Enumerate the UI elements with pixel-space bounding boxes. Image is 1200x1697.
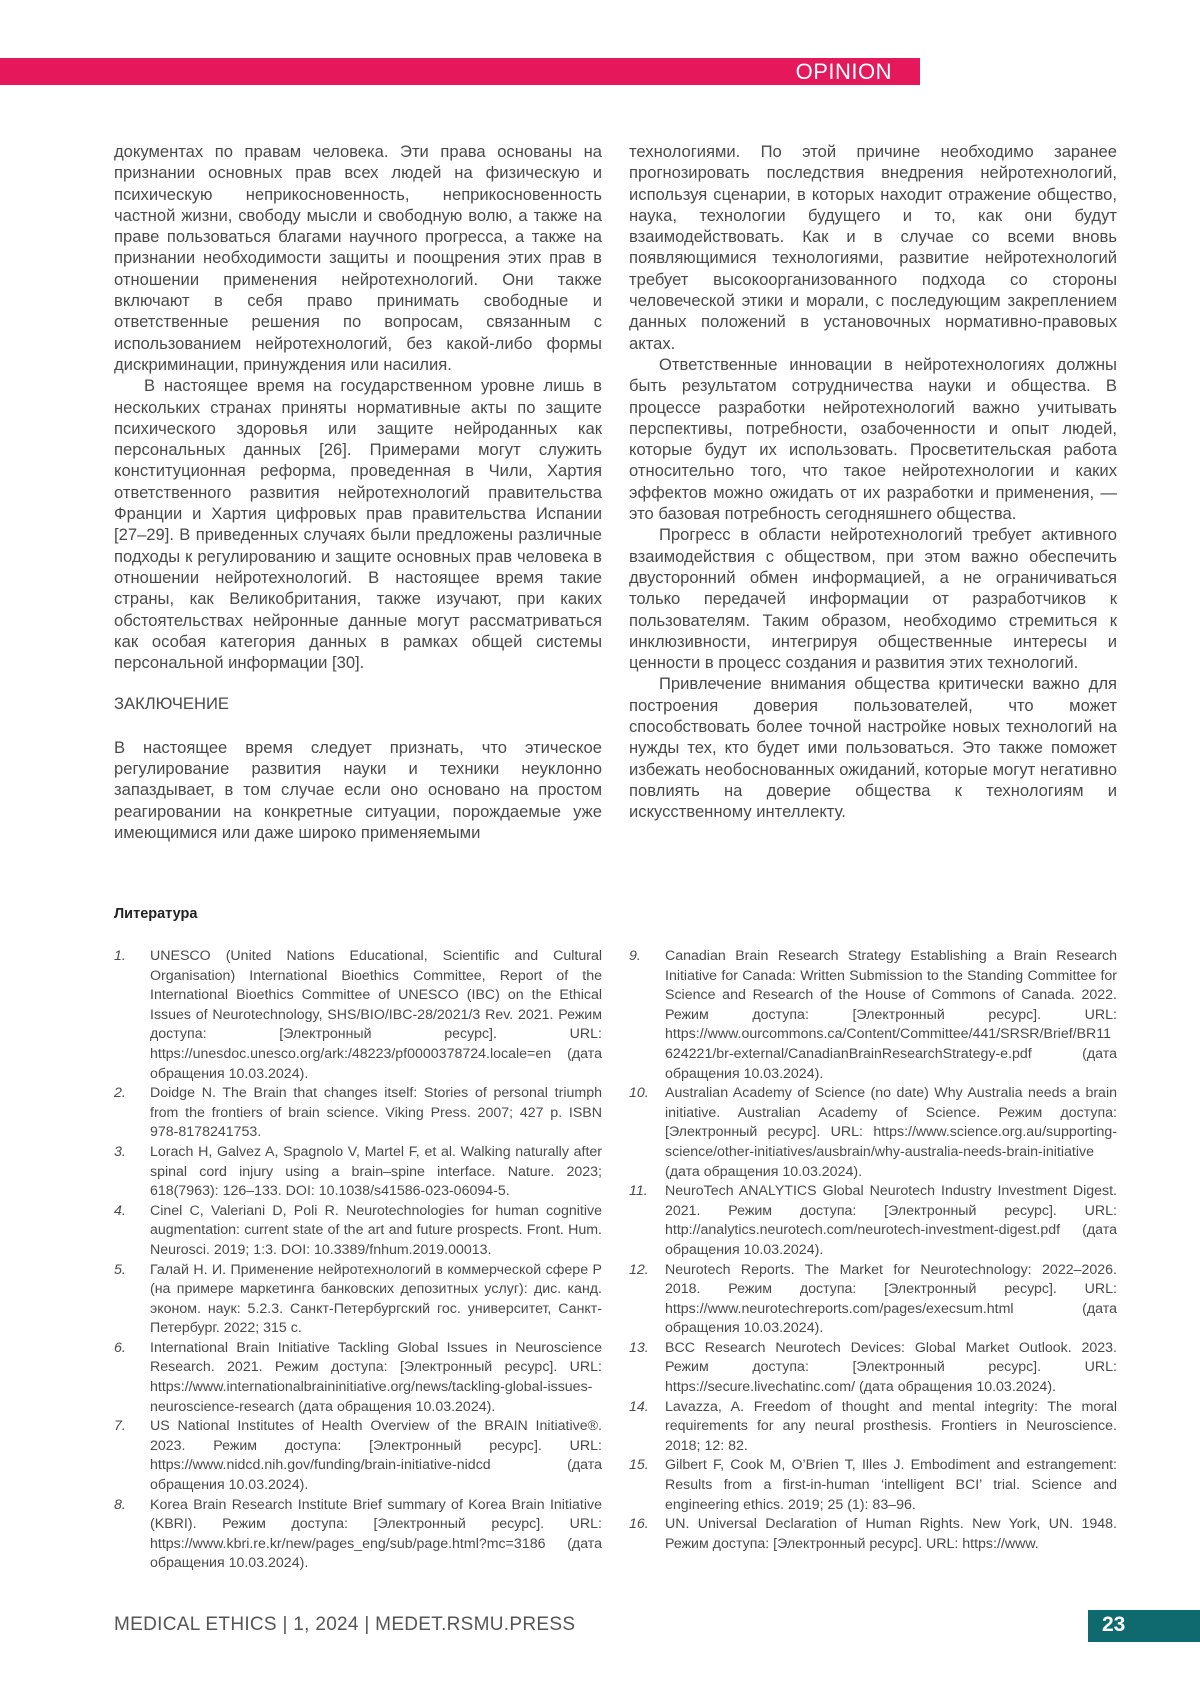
- page-number-box: [1088, 1610, 1200, 1642]
- reference-text: Gilbert F, Cook M, O’Brien T, Illes J. Embodiment and estrangement: Results from a first-in-human ‘intelligent BCI’ trial. Science and engineering ethics. 2019; 25 (1): 83–96.: [665, 1457, 1117, 1513]
- reference-text: Neurotech Reports. The Market for Neurotechnology: 2022–2026. 2018. Режим доступа: [Электронный ресурс]. URL: https://www.neurotechreports.com/pages/execsum.html (дата обращения 10.03.2024).: [665, 1261, 1117, 1337]
- body-paragraph: Привлечение внимания общества критически важно для построения доверия пользователей, что может способствовать более точной настройке новых технологий на нужды тех, кто будет ими пользоваться. Это также поможет избежать необоснованных ожиданий, которые могут негативно повлиять на доверие общества к технологиям и искусственному интеллекту.: [629, 674, 1117, 822]
- body-column-right: [629, 141, 1117, 823]
- reference-item: [114, 1417, 602, 1495]
- reference-number: 15.: [629, 1457, 649, 1474]
- reference-number: 14.: [629, 1398, 649, 1415]
- reference-number: 3.: [114, 1143, 126, 1160]
- reference-item: [629, 1515, 1117, 1554]
- body-paragraph: Ответственные инновации в нейротехнологиях должны быть результатом сотрудничества науки и общества. В процессе разработки нейротехнологий важно учитывать перспективы, потребности, озабоченности и опыт людей, которые будут их использовать. Просветительская работа относительно того, что такое нейротехнологии и каких эффектов можно ожидать от их разработки и применения, — это базовая потребность сегодняшнего общества.: [629, 354, 1117, 524]
- reference-number: 7.: [114, 1418, 126, 1435]
- reference-number: 10.: [629, 1085, 649, 1102]
- reference-number: 5.: [114, 1261, 126, 1278]
- references-list-right: [629, 947, 1117, 1554]
- reference-number: 1.: [114, 948, 126, 964]
- reference-number: 11.: [629, 1183, 648, 1200]
- section-label: OPINION: [795, 59, 892, 84]
- section-header-bar: [0, 58, 920, 85]
- reference-number: 9.: [629, 948, 641, 964]
- body-column-left: [114, 141, 602, 843]
- reference-number: 8.: [114, 1496, 126, 1513]
- reference-text: Canadian Brain Research Strategy Establishing a Brain Research Initiative for Canada: Written Submission to the Standing Committee for Science and Research of the House of Commons of Canada. 2022. Режим доступа: [Электронный ресурс]. URL: https://www.ourcommons.ca/Content/Committee/441/SRSR/Brief/BR11624221/br-external/CanadianBrainResearchStrategy-e.pdf (дата обращения 10.03.2024).: [665, 948, 1117, 1082]
- reference-item: [114, 1261, 602, 1339]
- reference-number: 16.: [629, 1516, 649, 1533]
- reference-number: 4.: [114, 1202, 126, 1219]
- reference-text: Lorach H, Galvez A, Spagnolo V, Martel F, et al. Walking naturally after spinal cord injury using a brain–spine interface. Nature. 2023; 618(7963): 126–133. DOI: 10.1038/s41586-023-06094-5.: [150, 1143, 602, 1200]
- reference-text: UN. Universal Declaration of Human Rights. New York, UN. 1948. Режим доступа: [Электронный ресурс]. URL: https://www.: [665, 1516, 1117, 1552]
- page-number: 23: [1102, 1613, 1126, 1636]
- reference-number: 2.: [114, 1085, 126, 1102]
- reference-text: US National Institutes of Health Overview of the BRAIN Initiative®. 2023. Режим доступа: [Электронный ресурс]. URL: https://www.nidcd.nih.gov/funding/brain-initiative-nidcd (дата обращения 10.03.2024).: [150, 1418, 602, 1494]
- reference-text: Cinel C, Valeriani D, Poli R. Neurotechnologies for human cognitive augmentation: current state of the art and future prospects. Front. Hum. Neurosci. 2019; 1:3. DOI: 10.3389/fnhum.2019.00013.: [150, 1202, 602, 1258]
- references-list-left: [114, 947, 602, 1574]
- reference-text: Doidge N. The Brain that changes itself: Stories of personal triumph from the frontiers of brain science. Viking Press. 2007; 427 p. ISBN 978-8178241753.: [150, 1085, 602, 1141]
- reference-text: NeuroTech ANALYTICS Global Neurotech Industry Investment Digest. 2021. Режим доступа: [Электронный ресурс]. URL: http://analytics.neurotech.com/neurotech-investment-digest.pdf (дата обращения 10.03.2024).: [665, 1183, 1117, 1258]
- reference-text: Australian Academy of Science (no date) Why Australia needs a brain initiative. Australian Academy of Science. Режим доступа: [Электронный ресурс]. URL: https://www.science.org.au/supporting-science/other-initiatives/ausbrain/why-australia-needs-brain-initiative (дата обращения 10.03.2024).: [665, 1085, 1117, 1180]
- reference-text: Korea Brain Research Institute Brief summary of Korea Brain Initiative (KBRI). Режим доступа: [Электронный ресурс]. URL: https://www.kbri.re.kr/new/pages_eng/sub/page.html?mc=3186 (дата обращения 10.03.2024).: [150, 1496, 602, 1572]
- reference-item: [629, 1398, 1117, 1457]
- body-paragraph: технологиями. По этой причине необходимо заранее прогнозировать последствия внедрения нейротехнологий, используя сценарии, в которых находит отражение общество, наука, технологии будущего и то, как они будут взаимодействовать. Как и в случае со всеми вновь появляющимися технологиями, развитие нейротехнологий требует высокоорганизованного подхода со стороны человеческой этики и морали, с последующим закреплением данных положений в установочных нормативно-правовых актах.: [629, 142, 1117, 353]
- reference-item: [629, 1456, 1117, 1515]
- reference-item: [629, 1182, 1117, 1260]
- body-paragraph: В настоящее время следует признать, что этическое регулирование развития науки и техники неуклонно запаздывает, в том случае если оно основано на простом реагировании на конкретные ситуации, порождаемые уже имеющимися или даже широко применяемыми: [114, 737, 602, 842]
- reference-item: [114, 1143, 602, 1202]
- journal-footer: MEDICAL ETHICS | 1, 2024 | MEDET.RSMU.PRESS: [114, 1614, 576, 1635]
- reference-text: UNESCO (United Nations Educational, Scientific and Cultural Organisation) International Bioethics Committee, Report of the International Bioethics Committee of UNESCO (IBC) on the Ethical Issues of Neurotechnology, SHS/BIO/IBC-28/2021/3 Rev. 2021. Режим доступа: [Электронный ресурс]. URL: https://unesdoc.unesco.org/ark:/48223/pf0000378724.locale=en (дата обращения 10.03.2024).: [150, 948, 602, 1082]
- reference-item: [629, 1339, 1117, 1398]
- reference-number: 12.: [629, 1261, 649, 1278]
- reference-number: 6.: [114, 1339, 126, 1356]
- reference-item: [114, 1496, 602, 1574]
- reference-text: Lavazza, A. Freedom of thought and mental integrity: The moral requirements for any neural prosthesis. Frontiers in Neuroscience. 2018; 12: 82.: [665, 1398, 1117, 1454]
- body-paragraph: В настоящее время на государственном уровне лишь в нескольких странах приняты нормативные акты по защите психического здоровья или защите нейроданных как персональных данных [26]. Примерами могут служить конституционная реформа, проведенная в Чили, Хартия ответственного развития нейротехнологий правительства Франции и Хартия цифровых прав правительства Испании [27–29]. В приведенных случаях были предложены различные подходы к регулированию и защите основных прав человека в отношении нейротехнологий. В настоящее время такие страны, как Великобритания, также изучают, при каких обстоятельствах нейронные данные могут рассматриваться как особая категория данных в рамках общей системы персональной информации [30].: [114, 376, 602, 673]
- section-heading: ЗАКЛЮЧЕНИЕ: [114, 694, 229, 714]
- reference-item: [629, 1261, 1117, 1339]
- references-title: Литература: [114, 906, 198, 922]
- reference-item: [114, 1084, 602, 1143]
- reference-number: 13.: [629, 1339, 649, 1356]
- body-paragraph: Прогресс в области нейротехнологий требует активного взаимодействия с обществом, при этом важно обеспечить двусторонний обмен информацией, а не ограничиваться только передачей информации от разработчиков к пользователям. Таким образом, необходимо стремиться к инклюзивности, интегрируя общественные интересы и ценности в процесс создания и развития этих технологий.: [629, 525, 1117, 673]
- reference-text: Галай Н. И. Применение нейротехнологий в коммерческой сфере Р (на примере маркетинга банковских депозитных услуг): дис. канд. эконом. наук: 5.2.3. Санкт-Петербургский гос. университет, Санкт-Петербург. 2022; 315 с.: [150, 1261, 602, 1337]
- reference-item: [114, 1339, 602, 1417]
- reference-text: BCC Research Neurotech Devices: Global Market Outlook. 2023. Режим доступа: [Электронный ресурс]. URL: https://secure.livechatinc.com/ (дата обращения 10.03.2024).: [665, 1339, 1117, 1396]
- reference-item: [114, 1202, 602, 1261]
- reference-item: [629, 947, 1117, 1084]
- reference-text: International Brain Initiative Tackling Global Issues in Neuroscience Research. 2021. Режим доступа: [Электронный ресурс]. URL: https://www.internationalbraininitiative.org/news/tackling-global-issues-neuroscience-research (дата обращения 10.03.2024).: [150, 1339, 602, 1415]
- reference-item: [629, 1084, 1117, 1182]
- reference-item: [114, 947, 602, 1084]
- body-paragraph: документах по правам человека. Эти права основаны на признании основных прав всех людей на физическую и психическую неприкосновенность, неприкосновенность частной жизни, свободу мысли и свободную волю, а также на праве пользоваться благами научного прогресса, а также на признании необходимости защиты и поощрения этих прав в отношении применения нейротехнологий. Они также включают в себя право принимать свободные и ответственные решения по вопросам, связанным с использованием нейротехнологий, без какой-либо формы дискриминации, принуждения или насилия.: [114, 142, 602, 374]
